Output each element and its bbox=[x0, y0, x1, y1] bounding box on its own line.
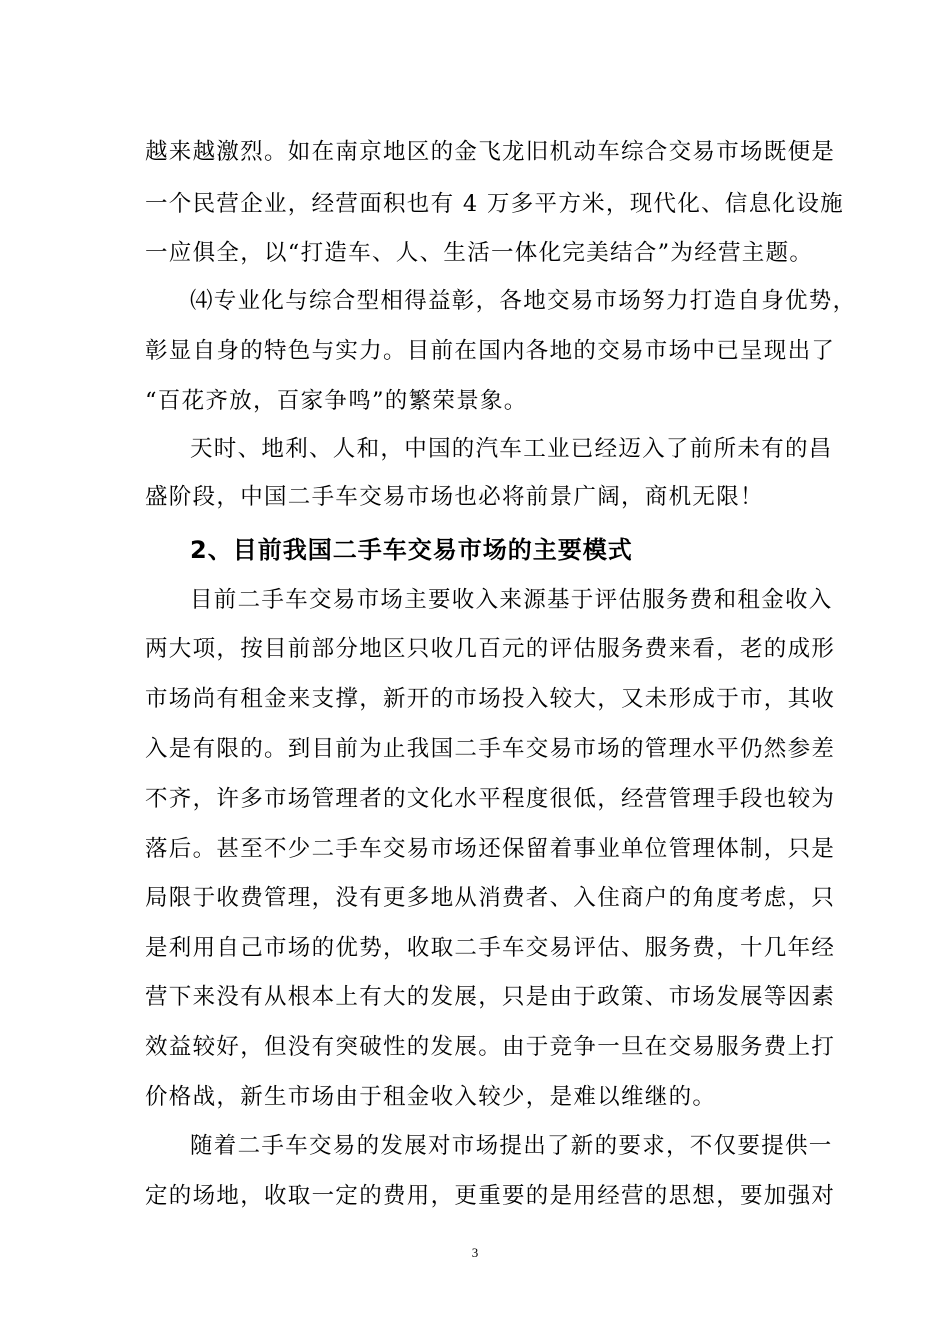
paragraph-4-line-10: 效益较好，但没有突破性的发展。由于竞争一旦在交易服务费上打 bbox=[145, 1034, 836, 1060]
paragraph-5-line-2: 定的场地，收取一定的费用，更重要的是用经营的思想，要加强对 bbox=[145, 1183, 836, 1209]
paragraph-3-line-1: 天时、地利、人和，中国的汽车工业已经迈入了前所未有的昌 bbox=[190, 436, 833, 462]
paragraph-3-line-2: 盛阶段，中国二手车交易市场也必将前景广阔，商机无限！ bbox=[145, 484, 764, 510]
paragraph-4-line-7: 局限于收费管理，没有更多地从消费者、入住商户的角度考虑，只 bbox=[145, 885, 836, 911]
paragraph-4-line-6: 落后。甚至不少二手车交易市场还保留着事业单位管理体制，只是 bbox=[145, 836, 836, 862]
paragraph-4-line-9: 营下来没有从根本上有大的发展，只是由于政策、市场发展等因素 bbox=[145, 984, 836, 1010]
paragraph-4-line-11: 价格战，新生市场由于租金收入较少，是难以维继的。 bbox=[145, 1084, 717, 1110]
paragraph-4-line-1: 目前二手车交易市场主要收入来源基于评估服务费和租金收入 bbox=[190, 587, 833, 613]
section-heading: 2、目前我国二手车交易市场的主要模式 bbox=[190, 536, 633, 564]
paragraph-2-line-2: 彰显自身的特色与实力。目前在国内各地的交易市场中已呈现出了 bbox=[145, 338, 836, 364]
paragraph-1-line-2: 一个民营企业，经营面积也有 4 万多平方米，现代化、信息化设施 bbox=[145, 191, 844, 217]
paragraph-4-line-2: 两大项，按目前部分地区只收几百元的评估服务费来看，老的成形 bbox=[145, 636, 836, 662]
page-number: 3 bbox=[471, 1245, 479, 1260]
paragraph-5-line-1: 随着二手车交易的发展对市场提出了新的要求，不仅要提供一 bbox=[190, 1133, 833, 1159]
paragraph-2-line-3: “百花齐放，百家争鸣”的繁荣景象。 bbox=[145, 388, 528, 414]
paragraph-4-line-8: 是利用自己市场的优势，收取二手车交易评估、服务费，十几年经 bbox=[145, 935, 836, 961]
paragraph-4-line-5: 不齐，许多市场管理者的文化水平程度很低，经营管理手段也较为 bbox=[145, 786, 836, 812]
paragraph-2-line-1: ⑷专业化与综合型相得益彰，各地交易市场努力打造自身优势， bbox=[190, 288, 857, 314]
paragraph-4-line-3: 市场尚有租金来支撑，新开的市场投入较大，又未形成于市，其收 bbox=[145, 686, 836, 712]
paragraph-4-line-4: 入是有限的。到目前为止我国二手车交易市场的管理水平仍然参差 bbox=[145, 736, 836, 762]
paragraph-1-line-3: 一应俱全，以“打造车、人、生活一体化完美结合”为经营主题。 bbox=[145, 240, 814, 266]
paragraph-1-line-1: 越来越激烈。如在南京地区的金飞龙旧机动车综合交易市场既便是 bbox=[145, 139, 836, 165]
